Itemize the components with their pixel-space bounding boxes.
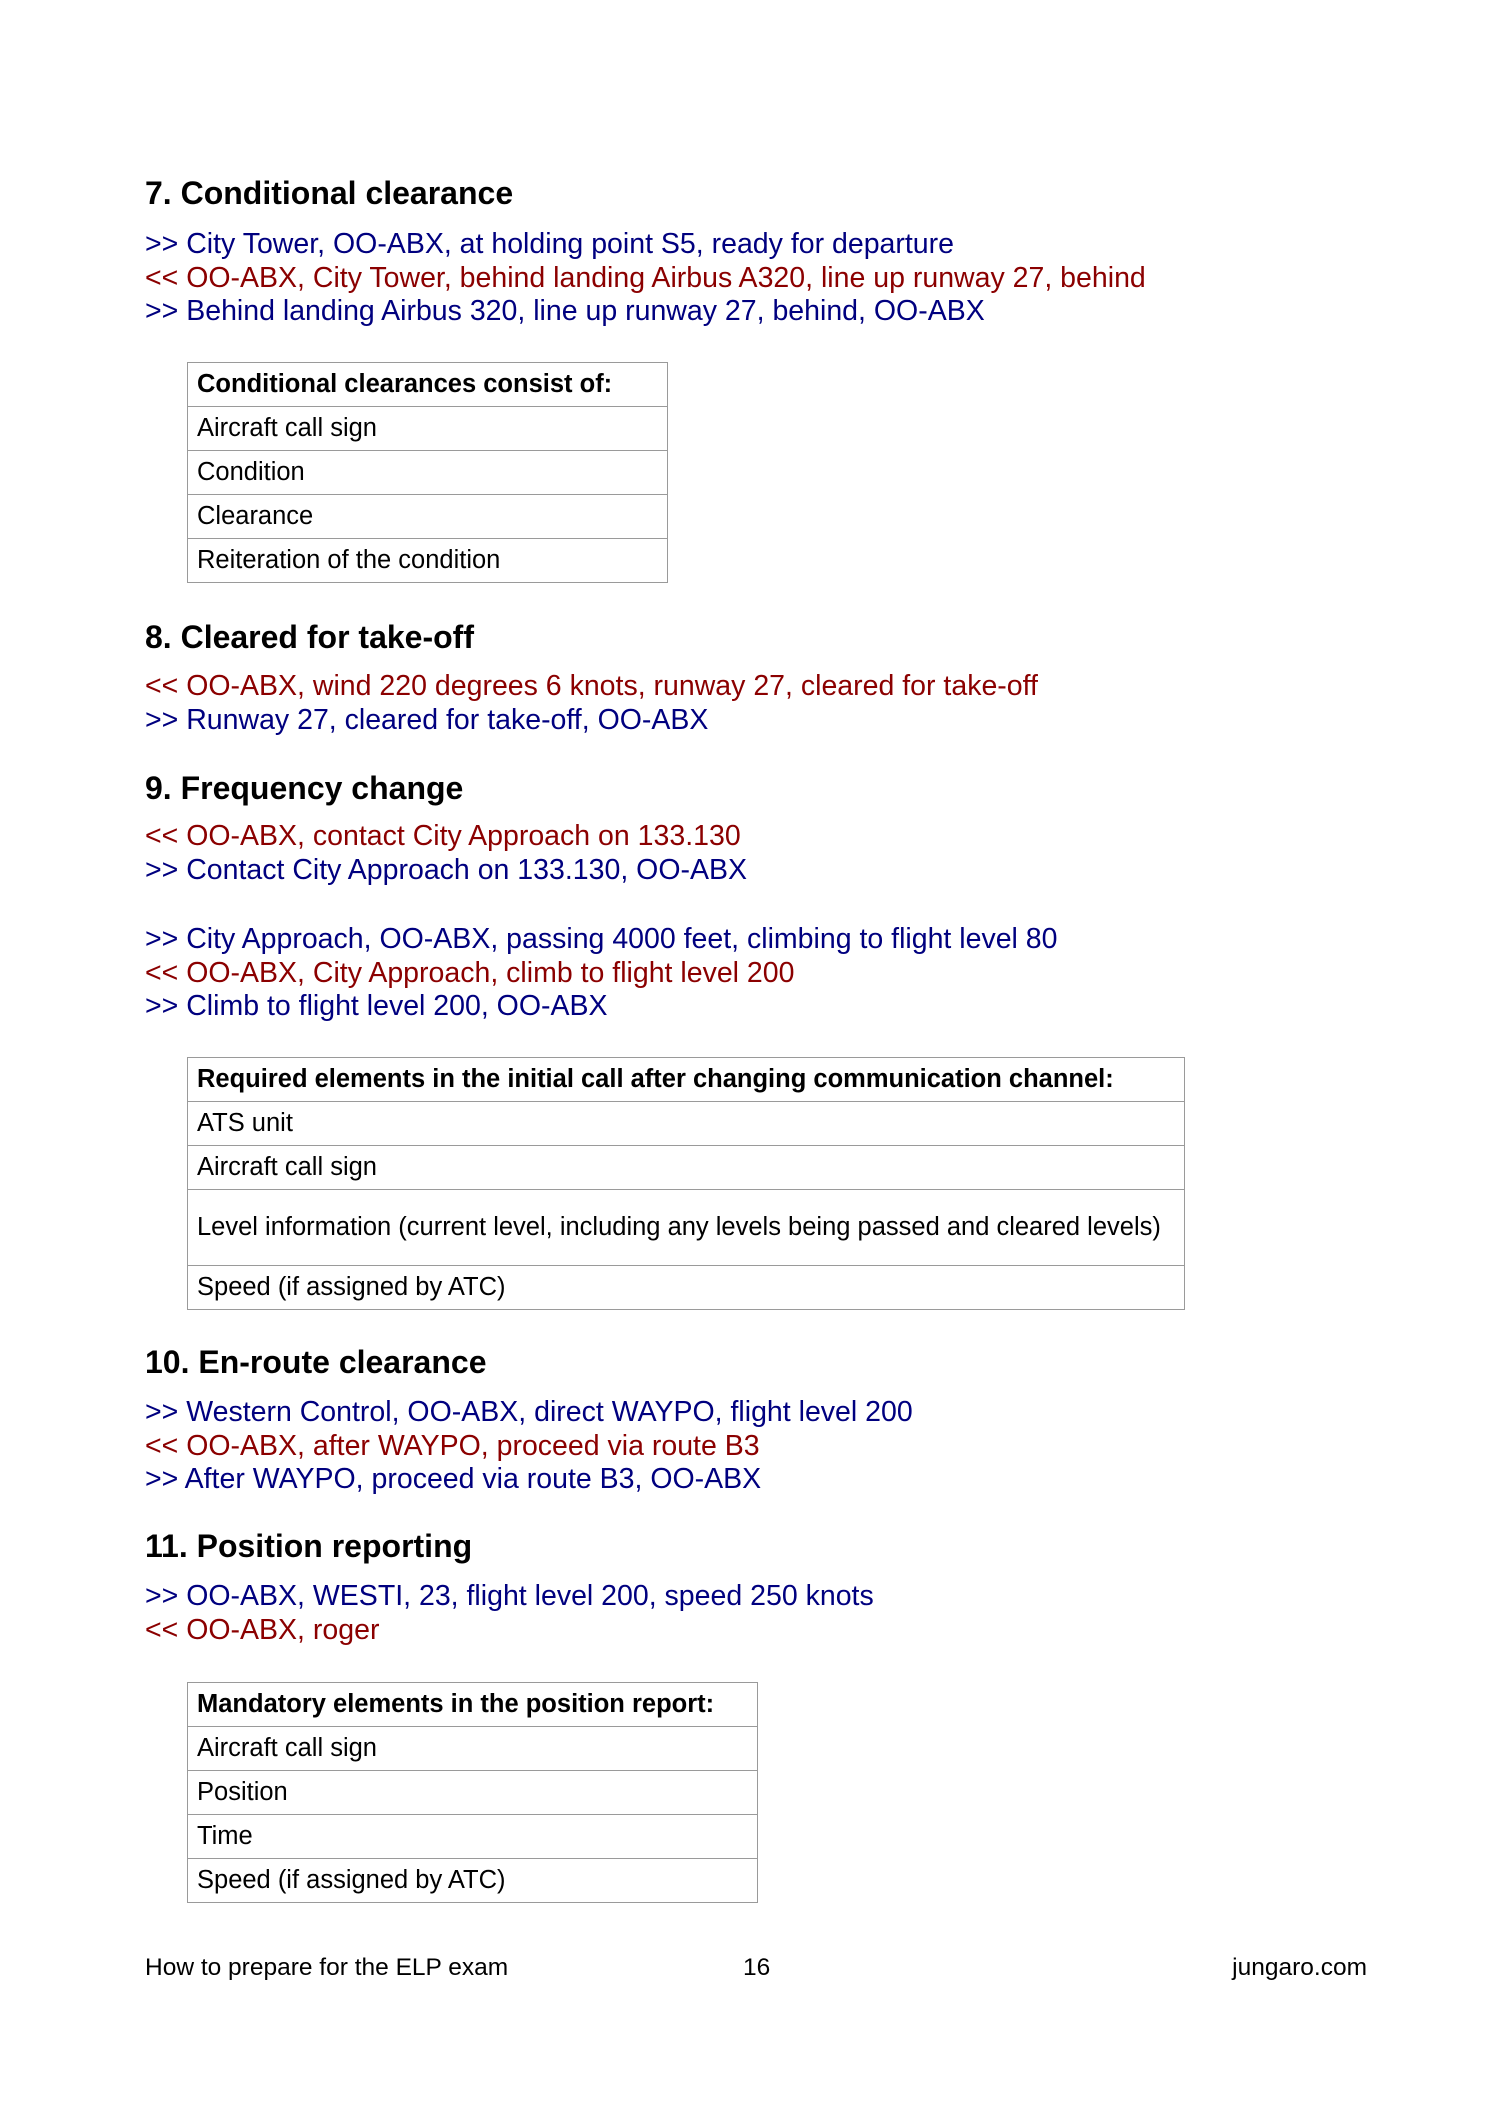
pilot-readback: >> Climb to flight level 200, OO-ABX — [145, 990, 608, 1022]
page-number: 16 — [743, 1954, 771, 1981]
table-row: Aircraft call sign — [188, 407, 668, 451]
table-row: Level information (current level, including any levels being passed and cleared levels) — [188, 1190, 1185, 1266]
section-heading-9: 9. Frequency change — [145, 770, 464, 806]
atc-transmission: << OO-ABX, City Approach, climb to flight level 200 — [145, 956, 795, 989]
section-heading-11: 11. Position reporting — [145, 1528, 473, 1564]
table-row: Clearance — [188, 495, 668, 539]
pilot-readback: >> Runway 27, cleared for take-off, OO-ABX — [145, 703, 709, 736]
atc-transmission: << OO-ABX, after WAYPO, proceed via route B3 — [145, 1429, 760, 1462]
dialogue-block-9b — [145, 923, 1058, 1024]
dialogue-block-7 — [145, 228, 1146, 329]
table-row: Speed (if assigned by ATC) — [188, 1266, 1185, 1310]
pilot-readback: >> Contact City Approach on 133.130, OO-ABX — [145, 853, 748, 886]
section-heading-10: 10. En-route clearance — [145, 1344, 487, 1380]
channel-change-elements-table — [187, 1057, 1185, 1310]
section-heading-8: 8. Cleared for take-off — [145, 619, 474, 655]
dialogue-block-10 — [145, 1396, 913, 1497]
pilot-transmission: >> OO-ABX, WESTI, 23, flight level 200, speed 250 knots — [145, 1580, 874, 1612]
table-row: Time — [188, 1815, 758, 1859]
pilot-transmission: >> City Tower, OO-ABX, at holding point S5, ready for departure — [145, 228, 954, 260]
atc-transmission: << OO-ABX, wind 220 degrees 6 knots, runway 27, cleared for take-off — [145, 670, 1038, 702]
pilot-transmission: >> City Approach, OO-ABX, passing 4000 feet, climbing to flight level 80 — [145, 923, 1058, 955]
atc-transmission: << OO-ABX, City Tower, behind landing Airbus A320, line up runway 27, behind — [145, 261, 1146, 294]
footer-title: How to prepare for the ELP exam — [145, 1954, 509, 1981]
dialogue-block-8 — [145, 670, 1038, 737]
conditional-clearance-table — [187, 362, 668, 583]
pilot-readback: >> Behind landing Airbus 320, line up runway 27, behind, OO-ABX — [145, 295, 985, 327]
table-row: Aircraft call sign — [188, 1146, 1185, 1190]
table-header: Required elements in the initial call after changing communication channel: — [188, 1058, 1185, 1102]
table-row: Speed (if assigned by ATC) — [188, 1859, 758, 1903]
position-report-table — [187, 1682, 758, 1903]
footer-website: jungaro.com — [1232, 1954, 1367, 1981]
table-row: Position — [188, 1771, 758, 1815]
table-header: Conditional clearances consist of: — [188, 363, 668, 407]
pilot-transmission: >> Western Control, OO-ABX, direct WAYPO, flight level 200 — [145, 1396, 913, 1428]
atc-transmission: << OO-ABX, contact City Approach on 133.130 — [145, 820, 741, 852]
table-row: Reiteration of the condition — [188, 539, 668, 583]
table-row: ATS unit — [188, 1102, 1185, 1146]
atc-transmission: << OO-ABX, roger — [145, 1613, 380, 1646]
table-header: Mandatory elements in the position report: — [188, 1683, 758, 1727]
table-row: Aircraft call sign — [188, 1727, 758, 1771]
section-heading-7: 7. Conditional clearance — [145, 175, 514, 211]
dialogue-block-9a — [145, 820, 747, 887]
table-row: Condition — [188, 451, 668, 495]
pilot-readback: >> After WAYPO, proceed via route B3, OO-ABX — [145, 1463, 762, 1495]
dialogue-block-11 — [145, 1580, 874, 1647]
